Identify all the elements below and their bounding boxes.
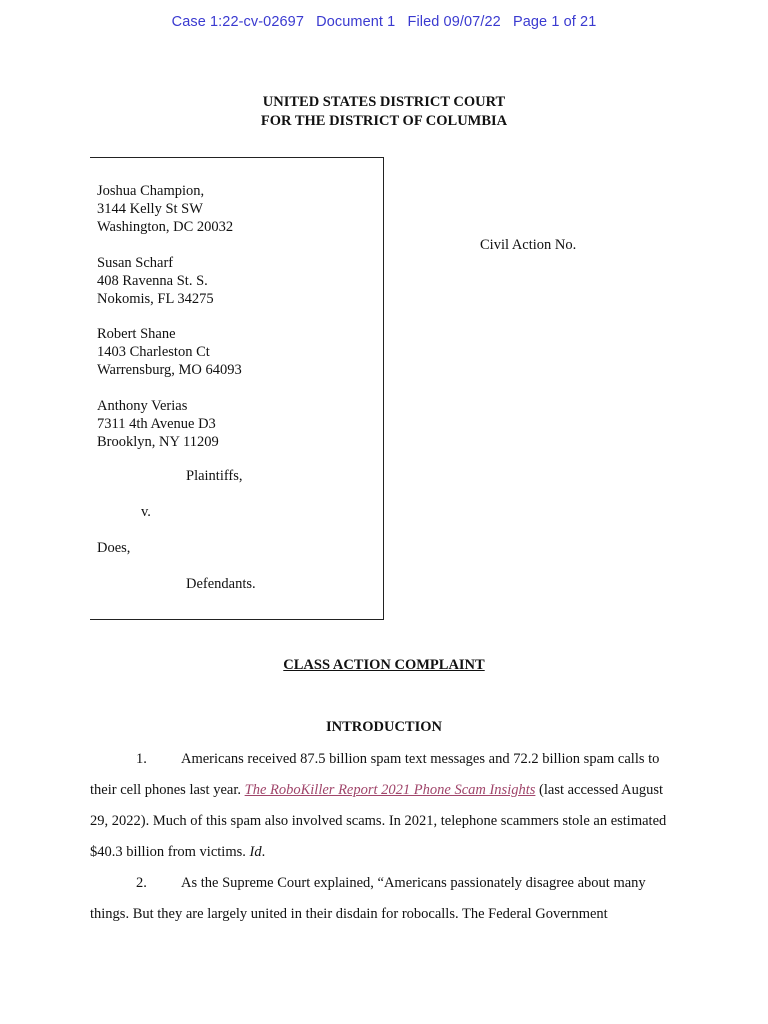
filed-date: Filed 09/07/22 bbox=[407, 14, 501, 30]
document-number: Document 1 bbox=[316, 14, 396, 30]
plaintiff-city: Washington, DC 20032 bbox=[97, 219, 234, 235]
versus-label: v. bbox=[141, 504, 151, 520]
case-number: Case 1:22-cv-02697 bbox=[171, 14, 305, 30]
plaintiff-street: 7311 4th Avenue D3 bbox=[97, 416, 216, 432]
page-indicator: Page 1 of 21 bbox=[512, 14, 597, 30]
court-name: UNITED STATES DISTRICT COURT bbox=[262, 94, 506, 110]
plaintiff-city: Warrensburg, MO 64093 bbox=[97, 362, 242, 378]
plaintiff-city: Nokomis, FL 34275 bbox=[97, 291, 214, 307]
id-citation: Id bbox=[249, 844, 262, 860]
plaintiff-street: 3144 Kelly St SW bbox=[97, 201, 203, 217]
defendant-name: Does, bbox=[97, 540, 131, 556]
plaintiff-name: Anthony Verias bbox=[97, 398, 188, 414]
plaintiff-street: 408 Ravenna St. S. bbox=[97, 273, 208, 289]
paragraph-text: . bbox=[261, 844, 266, 860]
plaintiff-block bbox=[97, 397, 219, 451]
document-title-text: CLASS ACTION COMPLAINT bbox=[283, 657, 485, 673]
paragraph-number: 2. bbox=[136, 875, 147, 891]
paragraph-2 bbox=[90, 868, 682, 930]
case-header bbox=[0, 14, 768, 30]
plaintiff-block bbox=[97, 325, 242, 379]
paragraph-text: (last accessed August 29, 2022). Much of this spam also involved scams. In 2021, telephone scammers stole an estimated $40.3 billion from victims. bbox=[90, 782, 667, 860]
plaintiff-name: Joshua Champion, bbox=[97, 183, 205, 199]
plaintiff-block bbox=[97, 182, 233, 236]
document-title bbox=[0, 657, 768, 674]
defendants-label: Defendants. bbox=[186, 576, 256, 592]
plaintiff-city: Brooklyn, NY 11209 bbox=[97, 434, 219, 450]
civil-action-number: Civil Action No. bbox=[480, 237, 577, 253]
robokiller-report-link[interactable]: The RoboKiller Report 2021 Phone Scam Insights bbox=[244, 782, 536, 798]
court-title bbox=[0, 93, 768, 131]
paragraph-number: 1. bbox=[136, 751, 147, 767]
plaintiff-name: Susan Scharf bbox=[97, 255, 174, 271]
plaintiff-street: 1403 Charleston Ct bbox=[97, 344, 210, 360]
paragraph-1 bbox=[90, 744, 682, 868]
plaintiffs-label: Plaintiffs, bbox=[186, 468, 243, 484]
plaintiff-name: Robert Shane bbox=[97, 326, 176, 342]
paragraph-text: Americans received 87.5 billion spam text messages and 72.2 billion spam calls to their cell phones last year. bbox=[90, 751, 660, 798]
section-heading: INTRODUCTION bbox=[325, 719, 442, 735]
court-district: FOR THE DISTRICT OF COLUMBIA bbox=[260, 113, 508, 129]
plaintiff-block bbox=[97, 254, 214, 308]
paragraph-text: As the Supreme Court explained, “Americans passionately disagree about many things. But they are largely united in their disdain for robocalls. The Federal Government bbox=[90, 875, 646, 922]
